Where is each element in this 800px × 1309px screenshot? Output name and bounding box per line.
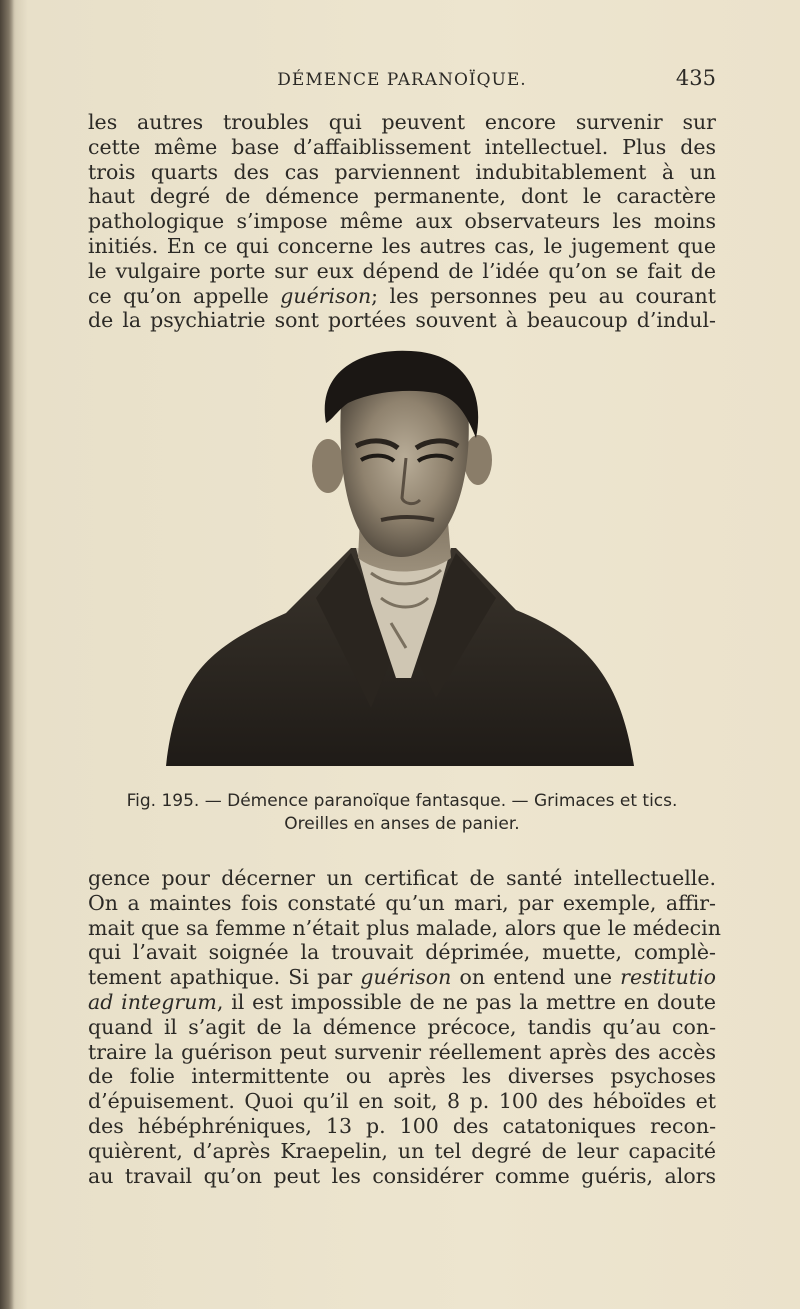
text-line bbox=[88, 965, 716, 990]
caption-line: Oreilles en anses de panier. bbox=[284, 814, 520, 834]
figure-caption bbox=[88, 790, 716, 836]
text-line: haut degré de démence permanente, dont le caractère bbox=[88, 184, 716, 209]
italic-term: guérison bbox=[360, 965, 452, 990]
text-line: qui l’avait soignée la trouvait déprimée, muette, complè- bbox=[88, 940, 716, 965]
text-line: pathologique s’impose même aux observateurs les moins bbox=[88, 209, 716, 234]
left-ear bbox=[312, 439, 344, 493]
text-line: au travail qu’on peut les considérer comme guéris, alors bbox=[88, 1163, 716, 1188]
text-line: des hébéphréniques, 13 p. 100 des catatoniques recon- bbox=[88, 1113, 716, 1138]
text-line: de folie intermittente ou après les diverses psychoses bbox=[88, 1064, 716, 1089]
text-line: le vulgaire porte sur eux dépend de l’idée qu’on se fait de bbox=[88, 258, 716, 283]
book-spine-shadow bbox=[0, 0, 14, 1309]
text-line: initiés. En ce qui concerne les autres cas, le jugement que bbox=[88, 233, 716, 258]
text-line: quand il s’agit de la démence précoce, tandis qu’au con- bbox=[88, 1014, 716, 1039]
portrait-photograph bbox=[166, 348, 634, 768]
text-run: on entend une bbox=[451, 965, 621, 990]
italic-term: ad integrum bbox=[88, 989, 217, 1014]
paragraph-after-figure bbox=[88, 866, 721, 1188]
text-line: de la psychiatrie sont portées souvent à beaucoup d’indul- bbox=[88, 308, 716, 333]
running-head-title: DÉMENCE PARANOÏQUE. bbox=[277, 70, 527, 90]
text-run: tement apathique. Si par bbox=[88, 965, 361, 990]
text-run: , il est impossible de ne pas la mettre en doute bbox=[216, 989, 716, 1014]
running-head bbox=[88, 66, 716, 96]
text-line: quièrent, d’après Kraepelin, un tel degré de leur capacité bbox=[88, 1138, 716, 1163]
text-line: On a maintes fois constaté qu’un mari, par exemple, affir- bbox=[88, 890, 716, 915]
text-line: les autres troubles qui peuvent encore survenir sur bbox=[88, 110, 716, 134]
text-line: traire la guérison peut survenir réellement après des accès bbox=[88, 1039, 716, 1064]
italic-term: restitutio bbox=[620, 965, 716, 990]
text-line: gence pour décerner un certificat de santé intellectuelle. bbox=[88, 866, 716, 890]
text-line: trois quarts des cas parviennent indubitablement à un bbox=[88, 159, 716, 184]
text-run: ; les personnes peu au courant bbox=[371, 283, 716, 308]
text-run: ce qu’on appelle bbox=[88, 283, 281, 308]
paragraph-before-figure bbox=[88, 110, 716, 333]
text-line: cette même base d’affaiblissement intellectuel. Plus des bbox=[88, 134, 716, 159]
caption-line: Fig. 195. — Démence paranoïque fantasque. — Grimaces et tics. bbox=[126, 791, 678, 811]
text-line bbox=[88, 990, 716, 1015]
text-line: d’épuisement. Quoi qu’il en soit, 8 p. 100 des héboïdes et bbox=[88, 1089, 716, 1114]
text-line bbox=[88, 284, 716, 309]
text-line: mait que sa femme n’était plus malade, alors que le médecin bbox=[88, 915, 721, 940]
italic-term: guérison bbox=[280, 283, 372, 308]
page-number: 435 bbox=[675, 66, 716, 90]
